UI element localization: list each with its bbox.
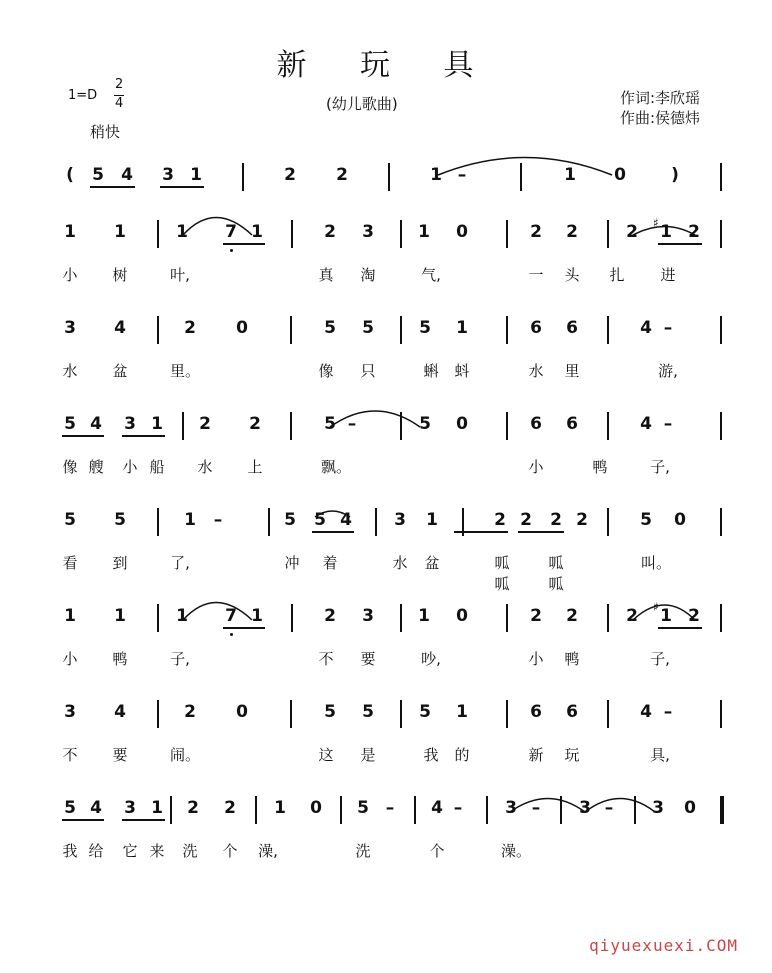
lyric: 了, — [170, 554, 190, 572]
lyric: 小 — [528, 458, 544, 476]
rhythm-underline — [122, 435, 165, 437]
note: 5 — [284, 510, 296, 530]
note: 5 — [92, 165, 104, 185]
note: 2 — [566, 222, 578, 242]
lyric: 来 — [149, 842, 165, 860]
lyric: 着 — [322, 554, 338, 572]
note: 1 — [251, 222, 263, 242]
slur — [585, 799, 655, 813]
lyric: 只 — [360, 362, 376, 380]
lyric: 子, — [650, 650, 670, 668]
note: 1 — [64, 222, 76, 242]
note: 2 — [520, 510, 532, 530]
note: 1 — [176, 222, 188, 242]
barline — [400, 412, 402, 440]
note: 2 — [626, 222, 638, 242]
note: 2 — [324, 222, 336, 242]
note: 6 — [566, 318, 578, 338]
note: 3 — [64, 318, 76, 338]
lyric: 蝌 — [423, 362, 439, 380]
note: 2 — [324, 606, 336, 626]
note: 2 — [530, 222, 542, 242]
note: 2 — [626, 606, 638, 626]
lyric: 我 — [62, 842, 78, 860]
lyric: 鸭 — [592, 458, 608, 476]
lyric: 我 — [423, 746, 439, 764]
note: 0 — [614, 165, 626, 185]
sharp-note: ♯ 1 — [653, 600, 672, 626]
note: 5 — [64, 414, 76, 434]
lyric: 小 — [62, 650, 78, 668]
barline — [506, 604, 508, 632]
lyric: 给 — [88, 842, 104, 860]
barline — [290, 700, 292, 728]
note: 6 — [566, 414, 578, 434]
lyric: 头 — [564, 266, 580, 284]
lyric: 看 — [62, 554, 78, 572]
rhythm-underline — [312, 531, 354, 533]
barline — [607, 220, 609, 248]
note: 3 — [394, 510, 406, 530]
barline — [268, 508, 270, 536]
note: 6 — [530, 702, 542, 722]
note: 7 — [225, 222, 237, 242]
lyric: 呱呱 — [548, 554, 564, 593]
note: 2 — [187, 798, 199, 818]
lyric: 叶, — [170, 266, 190, 284]
note: 5 — [419, 318, 431, 338]
barline — [607, 700, 609, 728]
lyric: 艘 — [88, 458, 104, 476]
note: 1 — [190, 165, 202, 185]
note: 3 — [579, 798, 591, 818]
lyric: 澡。 — [501, 842, 532, 860]
barline — [291, 220, 293, 248]
note: 4 — [640, 318, 652, 338]
barline — [242, 163, 244, 191]
note: 1 — [151, 414, 163, 434]
lyric: 要 — [112, 746, 128, 764]
note: 1 — [274, 798, 286, 818]
slur — [510, 799, 585, 813]
note: 1 — [184, 510, 196, 530]
lyric: 洗 — [355, 842, 371, 860]
credits — [620, 88, 700, 128]
note: 3 — [64, 702, 76, 722]
time-signature-bottom: 4 — [115, 96, 124, 111]
lyric: 里。 — [170, 362, 201, 380]
barline — [375, 508, 377, 536]
barline — [486, 796, 488, 824]
note: 1 — [564, 165, 576, 185]
note: 1 — [114, 606, 126, 626]
barline — [720, 508, 722, 536]
note: 6 — [530, 318, 542, 338]
barline — [720, 700, 722, 728]
barline — [607, 316, 609, 344]
note: 1 — [456, 318, 468, 338]
note: 0 — [456, 414, 468, 434]
note: 5 — [324, 414, 336, 434]
lyric: 水 — [62, 362, 78, 380]
note: 2 — [688, 222, 700, 242]
lyric: 盆 — [112, 362, 128, 380]
lyric: 小 — [528, 650, 544, 668]
lyric: 小 — [122, 458, 138, 476]
dash: – — [663, 702, 673, 722]
note: 5 — [314, 510, 326, 530]
barline — [506, 220, 508, 248]
lyric: 船 — [149, 458, 165, 476]
rhythm-underline — [62, 435, 104, 437]
rhythm-underline — [658, 627, 702, 629]
note: 2 — [336, 165, 348, 185]
lyric: 水 — [197, 458, 213, 476]
slur — [330, 411, 420, 427]
note: 2 — [199, 414, 211, 434]
lyric: 洗 — [182, 842, 198, 860]
lyric: 上 — [247, 458, 263, 476]
barline — [400, 700, 402, 728]
note: 3 — [162, 165, 174, 185]
rhythm-underline — [658, 243, 702, 245]
lyric: 水 — [528, 362, 544, 380]
note: 1 — [430, 165, 442, 185]
lyric: 淘 — [360, 266, 376, 284]
composer-credit: 作曲:侯德炜 — [620, 109, 701, 127]
note: 2 — [550, 510, 562, 530]
rhythm-underline — [160, 186, 204, 188]
note: 2 — [284, 165, 296, 185]
dash: – — [663, 318, 673, 338]
note: 4 — [431, 798, 443, 818]
note: 2 — [224, 798, 236, 818]
note: 4 — [114, 702, 126, 722]
barline — [157, 604, 159, 632]
note: 1 — [64, 606, 76, 626]
rhythm-underline — [223, 627, 265, 629]
dash: – — [604, 798, 614, 818]
note: 3 — [362, 222, 374, 242]
note: 5 — [362, 318, 374, 338]
note: 0 — [456, 222, 468, 242]
note: 2 — [566, 606, 578, 626]
barline — [182, 412, 184, 440]
barline — [506, 316, 508, 344]
lyric: 的 — [454, 746, 470, 764]
song-title: 新 玩 具 — [276, 48, 496, 83]
note: 0 — [456, 606, 468, 626]
barline — [720, 316, 722, 344]
lyric: 真 — [318, 266, 334, 284]
slur — [183, 218, 252, 236]
note: 5 — [419, 702, 431, 722]
lyric: 蚪 — [454, 362, 470, 380]
barline — [255, 796, 257, 824]
lyric: 呱呱 — [494, 554, 510, 593]
lyric: 像 — [318, 362, 334, 380]
lyric: 鸭 — [112, 650, 128, 668]
barline — [157, 316, 159, 344]
barline — [290, 412, 292, 440]
note: 4 — [114, 318, 126, 338]
note: 3 — [124, 414, 136, 434]
lyric: 游, — [658, 362, 678, 380]
note: 2 — [530, 606, 542, 626]
lyric: 一 — [528, 266, 544, 284]
lyric: 个 — [429, 842, 445, 860]
final-barline — [720, 796, 724, 824]
note: 7 — [225, 606, 237, 626]
lyric: 子, — [650, 458, 670, 476]
barline — [506, 412, 508, 440]
note: 4 — [640, 414, 652, 434]
lyric: 个 — [222, 842, 238, 860]
lyric: 是 — [360, 746, 376, 764]
rhythm-underline — [122, 819, 165, 821]
lyric: 到 — [112, 554, 128, 572]
lyric: 闹。 — [170, 746, 201, 764]
note: 0 — [236, 318, 248, 338]
rhythm-underline — [62, 819, 104, 821]
note: 5 — [114, 510, 126, 530]
barline — [400, 604, 402, 632]
note: 1 — [426, 510, 438, 530]
lyric: 鸭 — [564, 650, 580, 668]
note: 2 — [576, 510, 588, 530]
note: 0 — [674, 510, 686, 530]
dash: – — [213, 510, 223, 530]
low-octave-dot — [230, 633, 233, 636]
note: 2 — [184, 702, 196, 722]
barline — [607, 604, 609, 632]
barline — [157, 220, 159, 248]
note: 0 — [310, 798, 322, 818]
barline — [388, 163, 390, 191]
lyric: 不 — [62, 746, 78, 764]
dash: – — [453, 798, 463, 818]
lyric: 冲 — [284, 554, 300, 572]
lyric: 扎 — [609, 266, 625, 284]
dash: – — [457, 165, 467, 185]
note: 1 — [151, 798, 163, 818]
barline — [414, 796, 416, 824]
sharp-note: ♯ 1 — [653, 216, 672, 242]
lyric: 进 — [660, 266, 676, 284]
barline — [560, 796, 562, 824]
note: 5 — [324, 318, 336, 338]
lyric: 具, — [650, 746, 670, 764]
lyric: 子, — [170, 650, 190, 668]
low-octave-dot — [230, 249, 233, 252]
note: 4 — [121, 165, 133, 185]
note: 5 — [419, 414, 431, 434]
tempo-marking: 稍快 — [90, 123, 121, 141]
note: 2 — [688, 606, 700, 626]
rhythm-underline — [454, 531, 508, 533]
barline — [720, 412, 722, 440]
note: 3 — [505, 798, 517, 818]
note: 5 — [362, 702, 374, 722]
note: 1 — [456, 702, 468, 722]
barline — [607, 508, 609, 536]
lyric: 新 — [528, 746, 544, 764]
lyric: 吵, — [421, 650, 441, 668]
note: 6 — [566, 702, 578, 722]
song-subtitle: (幼儿歌曲) — [326, 95, 398, 113]
note: 4 — [90, 414, 102, 434]
note: 6 — [530, 414, 542, 434]
note: 1 — [418, 222, 430, 242]
barline — [520, 163, 522, 191]
lyric: 气, — [421, 266, 441, 284]
lyric: 叫。 — [641, 554, 672, 572]
lyric: 盆 — [424, 554, 440, 572]
note: 5 — [640, 510, 652, 530]
lyric: 树 — [112, 266, 128, 284]
lyric: 澡, — [258, 842, 278, 860]
lyricist-credit: 作词:李欣瑶 — [620, 89, 701, 107]
barline — [720, 220, 722, 248]
lyric: 水 — [392, 554, 408, 572]
note: 0 — [236, 702, 248, 722]
note: 4 — [90, 798, 102, 818]
note: 2 — [494, 510, 506, 530]
note: 5 — [357, 798, 369, 818]
paren: ) — [671, 165, 679, 185]
note: 1 — [418, 606, 430, 626]
barline — [400, 316, 402, 344]
note: 5 — [324, 702, 336, 722]
note: 3 — [362, 606, 374, 626]
slur — [183, 603, 252, 621]
note: 4 — [340, 510, 352, 530]
barline — [506, 700, 508, 728]
dash: – — [347, 414, 357, 434]
lyric: 不 — [318, 650, 334, 668]
lyric: 里 — [564, 362, 580, 380]
note: 2 — [184, 318, 196, 338]
barline — [634, 796, 636, 824]
rhythm-underline — [518, 531, 564, 533]
note: 3 — [124, 798, 136, 818]
barline — [607, 412, 609, 440]
lyric: 要 — [360, 650, 376, 668]
barline — [290, 316, 292, 344]
watermark: qiyuexuexi.COM — [589, 936, 738, 955]
note: 0 — [684, 798, 696, 818]
key-signature: 1=D — [68, 88, 98, 103]
barline — [400, 220, 402, 248]
lyric: 飘。 — [321, 458, 352, 476]
rhythm-underline — [90, 186, 135, 188]
barline — [157, 700, 159, 728]
dash: – — [531, 798, 541, 818]
barline — [720, 163, 722, 191]
time-signature-top: 2 — [115, 77, 124, 92]
note: 4 — [640, 702, 652, 722]
lyric: 像 — [62, 458, 78, 476]
paren: ( — [66, 165, 74, 185]
rhythm-underline — [223, 243, 265, 245]
barline — [157, 508, 159, 536]
note: 1 — [176, 606, 188, 626]
lyric: 这 — [318, 746, 334, 764]
note: 5 — [64, 798, 76, 818]
barline — [720, 604, 722, 632]
barline — [170, 796, 172, 824]
note: 1 — [251, 606, 263, 626]
lyric: 它 — [122, 842, 138, 860]
dash: – — [663, 414, 673, 434]
note: 2 — [249, 414, 261, 434]
barline — [340, 796, 342, 824]
note: 3 — [652, 798, 664, 818]
lyric: 小 — [62, 266, 78, 284]
note: 1 — [114, 222, 126, 242]
barline — [291, 604, 293, 632]
dash: – — [385, 798, 395, 818]
note: 5 — [64, 510, 76, 530]
lyric: 玩 — [564, 746, 580, 764]
